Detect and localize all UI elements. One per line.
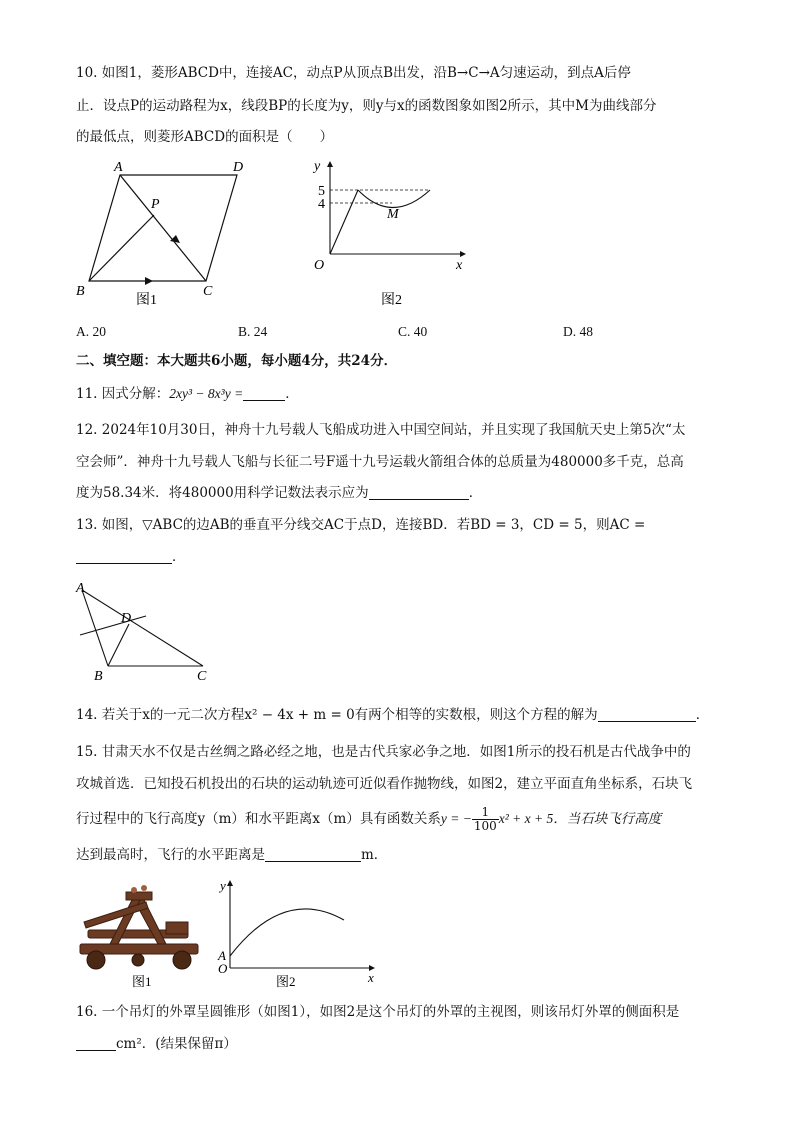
q15-figure-2-caption: 图2: [276, 974, 296, 989]
origin-label: O: [218, 961, 228, 976]
label-a: A: [76, 581, 85, 596]
q11-expression: 2xy³ − 8x³y =: [169, 386, 244, 401]
q16-line-2: [76, 1035, 237, 1053]
q10-figure-1-rhombus: [70, 155, 260, 315]
q10-line-2: 止．设点P的运动路程为x，线段BP的长度为y，则y与x的函数图象如图2所示，其中M为曲线部分: [76, 98, 657, 114]
q14-end: ．: [695, 707, 710, 723]
q13-figure-triangle: [70, 578, 220, 688]
q12-line-2: 空会师”．神舟十九号载人飞船与长征二号F遥十九号运载火箭组合体的总质量为480000多千克，总高: [76, 454, 684, 470]
label-a: A: [114, 160, 123, 175]
q12-line-3: [76, 484, 482, 502]
q11-prefix: 11. 因式分解：: [76, 386, 170, 402]
q10-figure-2-graph: [300, 155, 480, 315]
q12-end: ．: [468, 485, 483, 501]
q15-figure-1-caption: 图1: [132, 974, 152, 989]
q11-end: ．: [285, 386, 299, 402]
q15-rhs: x² + x + 5．当石块飞行高度: [498, 811, 662, 826]
q15-line-3: [76, 806, 661, 833]
q16-unit: cm²．(结果保留π）: [116, 1036, 237, 1052]
label-d: D: [121, 611, 132, 626]
q14-answer-blank[interactable]: [598, 707, 696, 722]
segment-bd: [108, 624, 129, 666]
label-b: B: [76, 284, 85, 299]
axis-y-label: y: [220, 878, 226, 893]
label-d: D: [233, 160, 244, 175]
q14: [76, 706, 709, 724]
side-ac: [82, 590, 203, 666]
axis-x-label: x: [456, 258, 463, 273]
q15-fraction: $\frac{1}{100}$: [473, 805, 497, 833]
axis-y-label: y: [314, 159, 321, 174]
q15-line-1: 15. 甘肃天水不仅是古丝绸之路必经之地，也是古代兵家必争之地．如图1所示的投石机是古代战争中的: [76, 744, 691, 760]
q16-answer-blank[interactable]: [76, 1036, 116, 1051]
q13-line-1: 13. 如图，▽ABC的边AB的垂直平分线交AC于点D，连接BD．若BD = 3，CD = 5，则AC =: [76, 517, 646, 533]
q12-line-1: 12. 2024年10月30日，神舟十九号载人飞船成功进入中国空间站，并且实现了我国航天史上第5次“太: [76, 422, 686, 438]
q13-answer-blank[interactable]: [76, 549, 172, 564]
q15-lhs: y = −: [440, 811, 472, 826]
q15-line-2: 攻城首选．已知投石机投出的石块的运动轨迹可近似看作抛物线，如图2，建立平面直角坐标系，石块飞: [76, 776, 693, 792]
q11-answer-blank[interactable]: [243, 386, 285, 401]
option-c: C. 40: [398, 324, 428, 339]
option-d: D. 48: [563, 324, 593, 339]
catapult-image: [74, 882, 214, 990]
diagonal-ac: [120, 175, 206, 281]
q15-line-3-text: 行过程中的飞行高度y（m）和水平距离x（m）具有函数关系: [76, 811, 441, 827]
q13-line-2: [76, 548, 186, 566]
q12-line-3-text: 度为58.34米．将480000用科学记数法表示应为: [76, 485, 369, 501]
q15-unit: m．: [361, 847, 388, 863]
label-c: C: [203, 284, 213, 299]
point-m-label: M: [387, 207, 399, 222]
q11: [76, 385, 299, 403]
q14-text: 14. 若关于x的一元二次方程x² − 4x + m = 0有两个相等的实数根，则这个方程的解为: [76, 707, 598, 723]
q12-answer-blank[interactable]: [369, 485, 469, 500]
label-c: C: [197, 669, 207, 684]
parabola-curve: [230, 909, 344, 956]
arrow-bc-icon: [145, 277, 153, 285]
option-a: A. 20: [76, 324, 106, 339]
q15-line-4-text: 达到最高时，飞行的水平距离是: [76, 847, 265, 863]
q10-line-3: 的最低点，则菱形ABCD的面积是（ ）: [76, 129, 334, 145]
axis-x-label: x: [368, 970, 374, 985]
figure-1-caption: 图1: [136, 293, 157, 308]
q13-end: ．: [172, 549, 186, 565]
q10-line-1: 10. 如图1，菱形ABCD中，连接AC，动点P从顶点B出发，沿B→C→A匀速运动，到点A后停: [76, 65, 631, 81]
tick-4: 4: [318, 197, 325, 212]
label-b: B: [94, 669, 103, 684]
label-p: P: [151, 197, 160, 212]
origin-label: O: [314, 258, 325, 273]
q16-line-1: 16. 一个吊灯的外罩呈圆锥形（如图1），如图2是这个吊灯的外罩的主视图，则该吊灯外罩的侧面积是: [76, 1004, 680, 1020]
option-b: B. 24: [238, 324, 268, 339]
q15-figure-2-parabola: [214, 878, 384, 993]
q15-line-4: [76, 846, 387, 864]
point-a-label: A: [218, 948, 226, 963]
q15-answer-blank[interactable]: [265, 847, 361, 862]
curve-part: [358, 190, 430, 208]
linear-part: [330, 190, 358, 254]
section-2-heading: 二、填空题：本大题共6小题，每小题4分，共24分．: [76, 353, 398, 369]
figure-2-caption: 图2: [381, 293, 402, 308]
tick-5: 5: [318, 184, 325, 199]
perpendicular-bisector: [80, 616, 146, 635]
